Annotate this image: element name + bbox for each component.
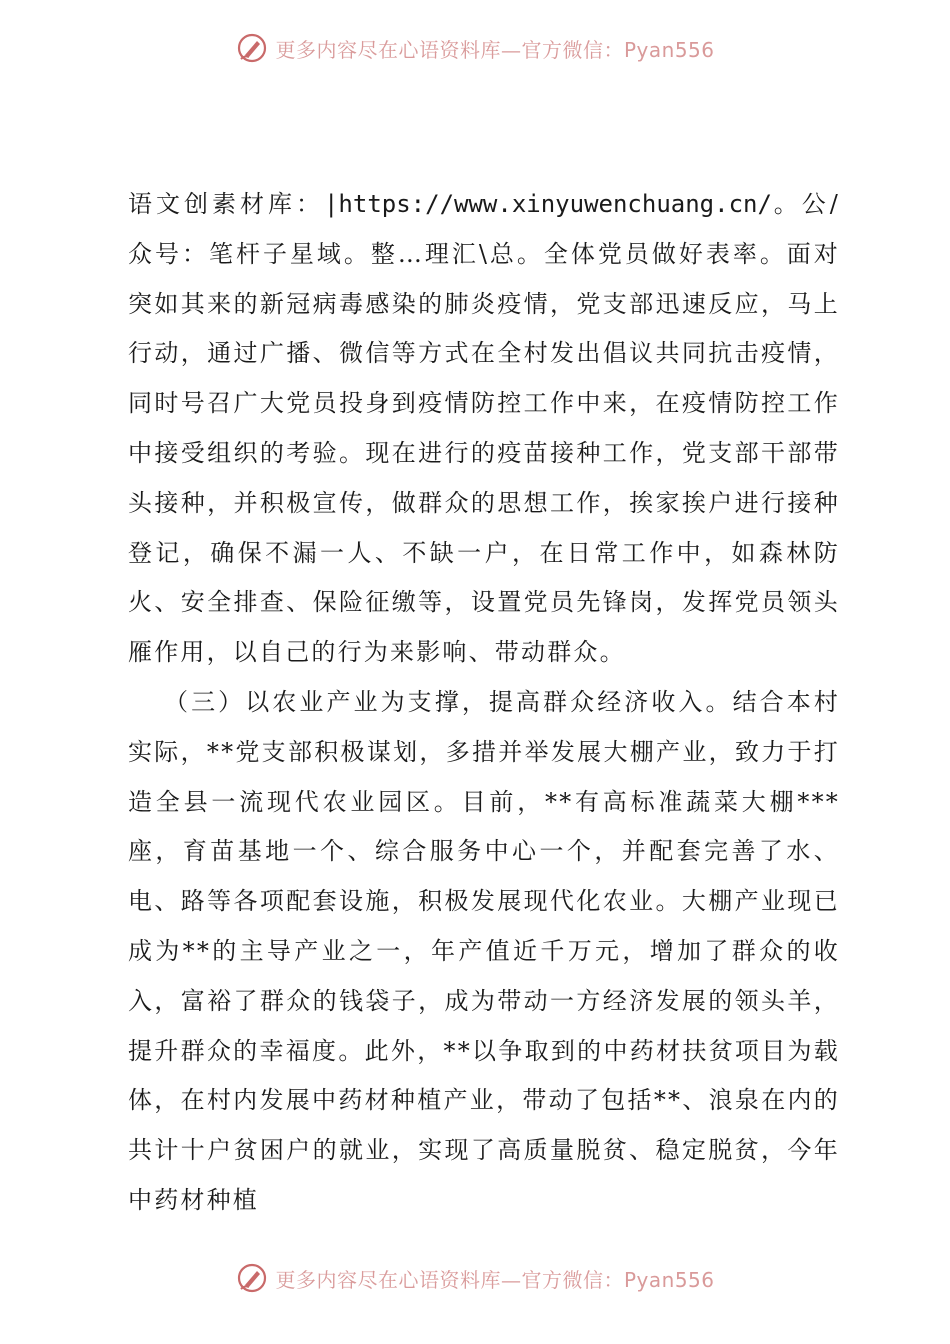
header-wechat-id: Pyan556 [623, 37, 715, 62]
header-text [275, 34, 714, 63]
footer-text [275, 1264, 714, 1293]
footer-dash: — [500, 1267, 522, 1292]
footer-brand: 更多内容尽在心语资料库 [275, 1267, 501, 1292]
pen-nib-circle-icon [235, 1261, 269, 1295]
footer-watermark [0, 1258, 950, 1298]
header-dash: — [500, 37, 522, 62]
paragraph-2: （三）以农业产业为支撑，提高群众经济收入。结合本村实际，**党支部积极谋划，多措并举发展大棚产业，致力于打造全县一流现代农业园区。目前，**有高标准蔬菜大棚***座，育苗基地一个、综合服务中心一个，并配套完善了水、电、路等各项配套设施，积极发展现代化农业。大棚产业现已成为**的主导产业之一，年产值近千万元，增加了群众的收入，富裕了群众的钱袋子，成为带动一方经济发展的领头羊，提升群众的幸福度。此外，**以争取到的中药材扶贫项目为载体，在村内发展中药材种植产业，带动了包括**、浪泉在内的共计十户贫困户的就业，实现了高质量脱贫、稳定脱贫，今年中药材种植 [128, 687, 840, 1214]
header-brand: 更多内容尽在心语资料库 [275, 37, 501, 62]
footer-wechat-label: 官方微信： [521, 1267, 624, 1292]
header-wechat-label: 官方微信： [521, 37, 624, 62]
pen-nib-circle-icon [235, 31, 269, 65]
header-watermark [0, 28, 950, 68]
document-body [128, 180, 840, 1226]
paragraph-1-rest: 。公/众号：笔杆子星域。整…理汇\总。全体党员做好表率。面对突如其来的新冠病毒感染的肺炎疫情，党支部迅速反应，马上行动，通过广播、微信等方式在全村发出倡议共同抗击疫情，同时号召广大党员投身到疫情防控工作中来，在疫情防控工作中接受组织的考验。现在进行的疫苗接种工作，党支部干部带头接种，并积极宣传，做群众的思想工作，挨家挨户进行接种登记，确保不漏一人、不缺一户，在日常工作中，如森林防火、安全排查、保险征缴等，设置党员先锋岗，发挥党员领头雁作用，以自己的行为来影响、带动群众。 [128, 190, 840, 667]
paragraph-1 [128, 180, 840, 678]
paragraph-1-prefix: 语文创素材库： [128, 190, 324, 218]
paragraph-1-url: |https://www.xinyuwenchuang.cn/ [323, 190, 772, 218]
footer-wechat-id: Pyan556 [623, 1267, 715, 1292]
